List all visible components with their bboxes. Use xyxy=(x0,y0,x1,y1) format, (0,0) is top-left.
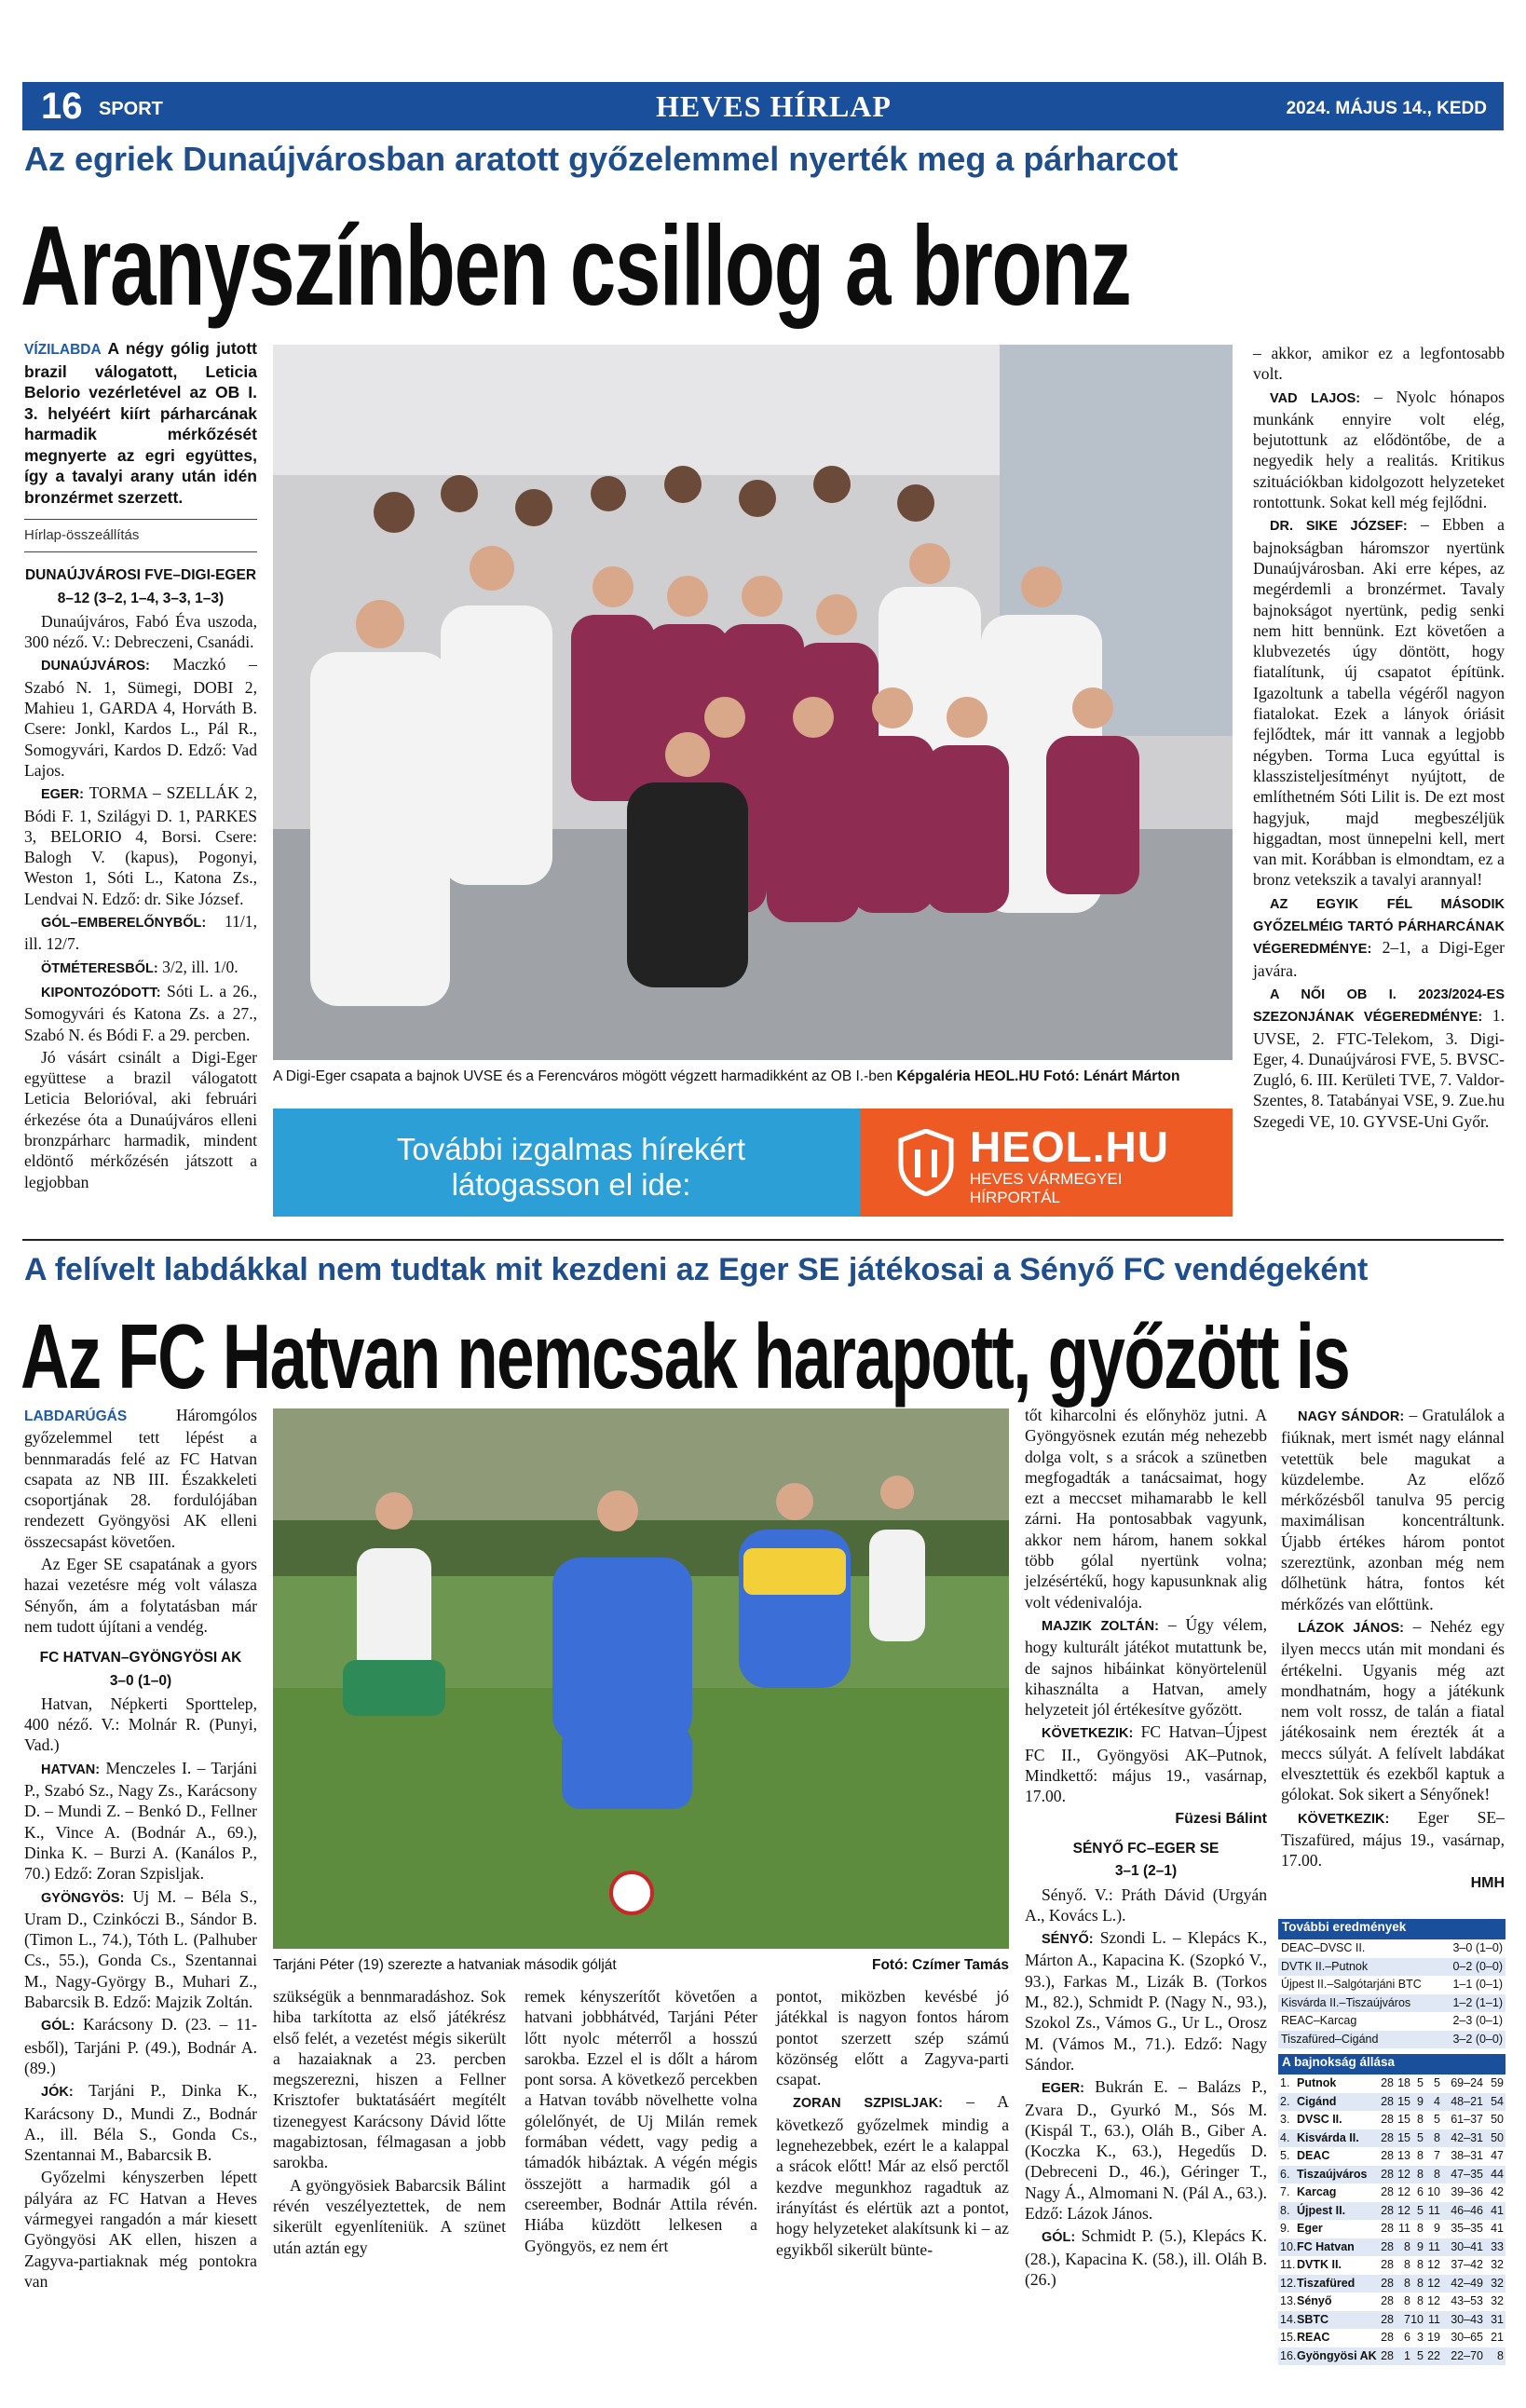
standing-team: DVSC II. xyxy=(1297,2113,1342,2126)
result-match: REAC–Karcag xyxy=(1281,2014,1357,2027)
standing-points: 32 xyxy=(1491,2258,1504,2271)
standing-wins: 15 xyxy=(1397,2094,1410,2108)
standing-goals: 39–36 xyxy=(1451,2185,1483,2198)
team2-lineup: TORMA – SZELLÁK 2, Bódi F. 1, Szilágyi D. 1, PARKES 3, BELORIO 4, Borsi. Csere: Balogh V. (kapus), Pogonyi, Weston 1, Sóti L., Katona Zs., Lendvai N. Edző: dr. Sike József. xyxy=(24,783,257,908)
article1-headline: Aranyszínben csillog a bronz xyxy=(20,202,1131,329)
standing-wins: 7 xyxy=(1404,2312,1410,2326)
standing-wins: 18 xyxy=(1397,2076,1410,2089)
standing-draws: 6 xyxy=(1417,2185,1424,2198)
standing-points: 54 xyxy=(1491,2094,1504,2108)
result-row xyxy=(1278,1976,1506,1994)
banner-text-box xyxy=(273,1109,869,1217)
standing-pos: 12. xyxy=(1280,2276,1297,2290)
standing-draws: 8 xyxy=(1417,2149,1424,2162)
stat2-value: 3/2, ill. 1/0. xyxy=(162,957,238,976)
standing-points: 59 xyxy=(1491,2076,1504,2089)
standing-team: Gyöngyösi AK xyxy=(1297,2348,1377,2362)
stat2-label: ÖTMÉTERESBŐL: xyxy=(41,960,158,976)
standing-points: 44 xyxy=(1491,2167,1504,2181)
team-photo-image xyxy=(273,345,1233,1060)
standing-wins: 1 xyxy=(1404,2348,1410,2362)
standing-team: Tiszafüred xyxy=(1297,2276,1356,2290)
standing-goals: 46–46 xyxy=(1451,2203,1483,2217)
standing-row xyxy=(1278,2166,1506,2184)
standing-row xyxy=(1278,2075,1506,2093)
quote1-label: VAD LAJOS: xyxy=(1270,390,1361,406)
standing-row xyxy=(1278,2184,1506,2202)
article1-lead: A négy gólig jutott brazil válogatott, Leticia Belorio vezérletével az OB I. 3. helyéért kiírt párharcának harmadik mérkőzését megnyerte az egri együttes, így a tavalyi arany után idén bronzérmet szerzett. xyxy=(24,339,258,507)
standing-pos: 8. xyxy=(1280,2203,1290,2217)
standing-row xyxy=(1278,2093,1506,2112)
series-result: 2–1, a Digi-Eger javára. xyxy=(1253,938,1505,980)
standing-row xyxy=(1278,2220,1506,2238)
lazok-label: LÁZOK JÁNOS: xyxy=(1298,1620,1404,1636)
standing-losses: 22 xyxy=(1427,2348,1440,2362)
standing-played: 28 xyxy=(1381,2276,1394,2290)
standing-team: Újpest II. xyxy=(1297,2203,1346,2217)
standing-draws: 8 xyxy=(1417,2276,1424,2290)
team2-label: EGER: xyxy=(41,787,84,803)
standing-team: Cigánd xyxy=(1297,2094,1337,2108)
standing-losses: 8 xyxy=(1434,2167,1440,2181)
football-credit: Fotó: Czímer Tamás xyxy=(872,1957,1009,1973)
standing-goals: 35–35 xyxy=(1451,2222,1483,2235)
match1-goal-label: GÓL: xyxy=(41,2019,75,2034)
majzik-label: MAJZIK ZOLTÁN: xyxy=(1042,1618,1159,1634)
standing-draws: 8 xyxy=(1417,2222,1424,2235)
article2-col3 xyxy=(273,1986,506,2260)
standing-team: DVTK II. xyxy=(1297,2258,1342,2271)
top-bar xyxy=(22,82,1504,130)
standing-points: 31 xyxy=(1491,2312,1504,2326)
standing-played: 28 xyxy=(1381,2331,1394,2344)
match2-team2: Bukrán E. – Balázs P., Zvara D., Gyurkó M., Sós M. (Kispál T., 63.), Oláh B., Giber A. (Koczka K., 63.), Hegedűs D. (Debreceni D., 46.), Géringer T., Nagy Á., Almomani N. (Pál A., 63.). Edző: Lázok János. xyxy=(1025,2077,1268,2223)
article2-p1: Az Eger SE csapatának a gyors hazai vezetésre még volt válasza Sényőn, ám a folytatásban már nem tudott újítani a vendég. xyxy=(24,1555,257,1636)
standing-wins: 6 xyxy=(1404,2331,1410,2344)
result-score: 3–0 (1–0) xyxy=(1452,1941,1503,1954)
standing-wins: 8 xyxy=(1404,2294,1410,2307)
standing-played: 28 xyxy=(1381,2149,1394,2162)
standing-played: 28 xyxy=(1381,2294,1394,2307)
standing-wins: 12 xyxy=(1397,2167,1410,2181)
quote1-text: – Nyolc hónapos munkánk ennyire volt elég, bejutottunk az elődöntőbe, de a negyedik hely a realitás. Kritikus szituációkban kidolgozott helyzeteket rontottunk. Sokat kell még fejlődni. xyxy=(1253,387,1505,512)
right-col-start: – akkor, amikor ez a legfontosabb volt. xyxy=(1253,344,1505,384)
nagy-label: NAGY SÁNDOR: xyxy=(1298,1409,1405,1424)
standing-goals: 48–21 xyxy=(1451,2094,1483,2108)
standing-pos: 5. xyxy=(1280,2149,1290,2162)
standing-row xyxy=(1278,2311,1506,2330)
standing-row xyxy=(1278,2111,1506,2129)
standing-draws: 5 xyxy=(1417,2348,1424,2362)
standing-losses: 5 xyxy=(1434,2076,1440,2089)
match-score: 8–12 (3–2, 1–4, 3–3, 1–3) xyxy=(57,590,225,606)
article1-tag: VÍZILABDA xyxy=(24,342,102,358)
banner-brand: HEOL.HU xyxy=(970,1122,1169,1171)
article2-col4b xyxy=(776,1986,1009,2262)
standing-losses: 9 xyxy=(1434,2222,1440,2235)
standing-draws: 9 xyxy=(1417,2094,1424,2108)
result-row xyxy=(1278,1958,1506,1977)
standing-pos: 2. xyxy=(1280,2094,1290,2108)
standing-played: 28 xyxy=(1381,2185,1394,2198)
standing-losses: 5 xyxy=(1434,2113,1440,2126)
standing-played: 28 xyxy=(1381,2113,1394,2126)
banner-brand-box xyxy=(860,1109,1233,1217)
standing-draws: 5 xyxy=(1417,2130,1424,2144)
result-score: 1–1 (0–1) xyxy=(1452,1978,1503,1991)
standing-points: 41 xyxy=(1491,2203,1504,2217)
article1-source: Hírlap-összeállítás xyxy=(24,527,140,543)
article1-left-column xyxy=(24,338,257,1194)
results-title: További eredmények xyxy=(1278,1919,1506,1939)
standing-played: 28 xyxy=(1381,2130,1394,2144)
final-standings-label: A NŐI OB I. 2023/2024-ES SZEZONJÁNAK VÉGEREDMÉNYE: xyxy=(1253,986,1505,1026)
standing-points: 21 xyxy=(1491,2331,1504,2344)
standing-goals: 47–35 xyxy=(1451,2167,1483,2181)
standing-wins: 12 xyxy=(1397,2203,1410,2217)
standing-pos: 6. xyxy=(1280,2167,1290,2181)
standing-row xyxy=(1278,2147,1506,2166)
standing-row xyxy=(1278,2347,1506,2366)
standing-pos: 3. xyxy=(1280,2113,1290,2126)
issue-date: 2024. MÁJUS 14., KEDD xyxy=(1286,99,1487,118)
match2-team2-label: EGER: xyxy=(1042,2081,1084,2097)
result-score: 1–2 (1–1) xyxy=(1452,1995,1503,2009)
results-list xyxy=(1278,1939,1506,2048)
standing-team: Putnok xyxy=(1297,2076,1337,2089)
result-match: Tiszafüred–Cigánd xyxy=(1281,2032,1379,2046)
article2-col4 xyxy=(525,1986,757,2258)
standing-pos: 13. xyxy=(1280,2294,1297,2307)
standing-losses: 8 xyxy=(1434,2130,1440,2144)
standing-played: 28 xyxy=(1381,2222,1394,2235)
standing-goals: 37–42 xyxy=(1451,2258,1483,2271)
standing-pos: 7. xyxy=(1280,2185,1290,2198)
szpisljak-label: ZORAN SZPISLJAK: xyxy=(793,2096,943,2112)
standing-points: 42 xyxy=(1491,2185,1504,2198)
standing-team: Karcag xyxy=(1297,2185,1337,2198)
standing-points: 32 xyxy=(1491,2294,1504,2307)
banner-sub xyxy=(970,1170,1122,1207)
article2-col6 xyxy=(1281,1405,1505,1896)
standing-played: 28 xyxy=(1381,2076,1394,2089)
match2-team1-label: SÉNYŐ: xyxy=(1042,1932,1094,1948)
standing-row xyxy=(1278,2329,1506,2347)
heol-shield-icon xyxy=(897,1129,955,1196)
standing-draws: 8 xyxy=(1417,2294,1424,2307)
standing-pos: 11. xyxy=(1280,2258,1296,2271)
standing-draws: 9 xyxy=(1417,2239,1424,2253)
standing-team: Kisvárda II. xyxy=(1297,2130,1359,2144)
match2-goals: Schmidt P. (5.), Klepács K. (28.), Kapacina K. (58.), ill. Oláh B. (26.) xyxy=(1025,2226,1267,2289)
standing-played: 28 xyxy=(1381,2167,1394,2181)
result-score: 0–2 (0–0) xyxy=(1452,1959,1503,1973)
standing-team: Tiszaújváros xyxy=(1297,2167,1368,2181)
standing-pos: 16. xyxy=(1280,2348,1297,2362)
team-photo-caption xyxy=(273,1068,1233,1086)
match1-good-label: JÓK: xyxy=(41,2085,74,2101)
team-photo-credit: Képgaléria HEOL.HU Fotó: Lénárt Márton xyxy=(896,1068,1180,1084)
byline-hmh: HMH xyxy=(1470,1874,1505,1891)
standing-played: 28 xyxy=(1381,2348,1394,2362)
standing-losses: 19 xyxy=(1427,2331,1440,2344)
football-photo-image xyxy=(273,1408,1009,1949)
standing-draws: 8 xyxy=(1417,2258,1424,2271)
match-venue: Dunaújváros, Fabó Éva uszoda, 300 néző. V.: Debreczeni, Csanádi. xyxy=(24,611,257,652)
standing-wins: 11 xyxy=(1398,2222,1410,2235)
article2-col5 xyxy=(1025,1405,1267,2292)
match1-score: 3–0 (1–0) xyxy=(109,1672,172,1689)
standing-wins: 8 xyxy=(1404,2276,1410,2290)
football-photo-caption xyxy=(273,1956,1009,1975)
match2-score: 3–1 (2–1) xyxy=(1114,1863,1178,1880)
standing-goals: 69–24 xyxy=(1451,2076,1483,2089)
standing-losses: 12 xyxy=(1427,2258,1440,2271)
standings-table xyxy=(1278,2075,1506,2365)
article2-kicker: A felívelt labdákkal nem tudtak mit kezdeni az Eger SE játékosai a Sényő FC vendégeként xyxy=(24,1252,1369,1287)
standing-points: 32 xyxy=(1491,2276,1504,2290)
standing-wins: 12 xyxy=(1397,2185,1410,2198)
team1-lineup: Maczkó – Szabó N. 1, Sümegi, DOBI 2, Mahieu 1, GARDA 4, Horváth B. Csere: Jonkl, Kardos L., Pál R., Somogyvári, Kardos D. Edző: Vad Lajos. xyxy=(24,655,257,780)
match1-team1-label: HATVAN: xyxy=(41,1762,101,1777)
standing-points: 50 xyxy=(1491,2113,1504,2126)
standing-points: 47 xyxy=(1491,2149,1504,2162)
match1-good: Tarjáni P., Dinka K., Karácsony D., Mundi Z., Bodnár A., ill. Béla S., Gonda Cs., Szentannai M., Babarcsik B. xyxy=(24,2081,257,2165)
standing-points: 41 xyxy=(1491,2222,1504,2235)
standing-goals: 30–65 xyxy=(1451,2331,1483,2344)
standing-row xyxy=(1278,2129,1506,2148)
article1-right-column xyxy=(1253,343,1505,1134)
match1-goals: Karácsony D. (23. – 11-esből), Tarjáni P. (49.), Bodnár A. (89.) xyxy=(24,2015,257,2077)
next1-label: KÖVETKEZIK: xyxy=(1042,1726,1134,1742)
result-row xyxy=(1278,2012,1506,2031)
results-box xyxy=(1278,1919,1506,2365)
football-photo xyxy=(273,1408,1009,1949)
standing-goals: 38–31 xyxy=(1451,2149,1483,2162)
standing-losses: 12 xyxy=(1427,2276,1440,2290)
standings-title: A bajnokság állása xyxy=(1278,2054,1506,2075)
standing-team: Sényő xyxy=(1297,2294,1332,2307)
match1-team2: Uj M. – Béla S., Uram D., Czinkóczi B., Sándor B. (Timon L., 74.), Tóth L. (Palhuber Cs., 55.), Gonda Cs., Szentannai M., Nagy-György B., Muhari Z., Babarcsik B. Edző: Majzik Zoltán. xyxy=(24,1886,257,2012)
series-label: AZ EGYIK FÉL MÁSODIK GYŐZELMÉIG TARTÓ PÁRHARCÁNAK VÉGEREDMÉNYE: xyxy=(1253,896,1505,958)
article2-col1 xyxy=(24,1405,257,2293)
standing-wins: 8 xyxy=(1404,2258,1410,2271)
standing-points: 50 xyxy=(1491,2130,1504,2144)
byline-fuzesi: Füzesi Bálint xyxy=(1175,1810,1267,1827)
match2-goal-label: GÓL: xyxy=(1042,2230,1076,2246)
standing-wins: 15 xyxy=(1397,2130,1410,2144)
banner-text xyxy=(276,1132,866,1203)
standing-draws: 5 xyxy=(1417,2203,1424,2217)
szpisljak-quote: – A következő győzelmek mindig a legnehezebbek, ezért le a kalappal a srácok előtt! Már az első perctől kezdve megunkhoz ragadtuk az irányítást és elértük azt a pontot, hogy helyzeteket alakítsunk ki – az egyikből sikerült büntе- xyxy=(776,2092,1009,2259)
standing-draws: 8 xyxy=(1417,2113,1424,2126)
lazok-quote: – Nehéz egy ilyen meccs után mit mondani és értékelni. Ugyanis még azt mondhatnám, hogy a játékunk nem volt rossz, de talán a fiatal játékosaink nem érezték át a meccs súlyát. A felívelt labdákat elvesztettük és ezekből kaptuk a gólokat. Sok sikert a Sényőnek! xyxy=(1281,1616,1505,1804)
result-match: Kisvárda II.–Tiszaújváros xyxy=(1281,1995,1411,2009)
final-standings-text: 1. UVSE, 2. FTC-Telekom, 3. Digi-Eger, 4. Dunaújvárosi FVE, 5. BVSC-Zugló, 6. III. Kerületi TVE, 7. Valdor-Szentes, 8. Tatabányai VSE, 9. Zue.hu Szegedi VE, 10. GYVSE-Uni Győr. xyxy=(1253,1006,1505,1131)
standing-row xyxy=(1278,2256,1506,2275)
standing-losses: 7 xyxy=(1434,2149,1440,2162)
standing-losses: 11 xyxy=(1428,2312,1440,2326)
standing-losses: 11 xyxy=(1428,2203,1440,2217)
nagy-quote: – Gratulálok a fiúknak, mert ismét nagy elánnal vetettük bele magukat a küzdelembe. Az előző mérkőzésből tanulva 95 percig maximálisan koncentráltunk. Újabb értékes három pontot szereztünk, azonban még nem dőlhetünk hátra, fontos két mérkőzés van előttünk. xyxy=(1281,1406,1505,1613)
heol-banner[interactable] xyxy=(273,1109,1233,1217)
standing-played: 28 xyxy=(1381,2239,1394,2253)
article2-col4b-text: pontot, miközben kevésbé jó játékkal is nagyon fontos három pontot szerzett szép számú közönség előtt a Zagyva-parti csapat. xyxy=(776,1987,1009,2089)
standing-pos: 9. xyxy=(1280,2222,1290,2235)
next2-text: Eger SE–Tiszafüred, május 19., vasárnap, 17.00. xyxy=(1281,1807,1505,1871)
banner-line2: látogasson el ide: xyxy=(451,1167,691,1202)
standing-losses: 11 xyxy=(1428,2239,1440,2253)
article2-col4-text: remek kényszerítőt követően a hatvani jobbhátvéd, Tarjáni Péter lőtt nyolc méterről a hosszú sarokba. Ezzel el is dőlt a három pont sorsa. A következő percekben a Hatvan tovább növelhette volna gólelőnyét, de Uj Milán remek formában védett, vagy pedig a támadók hibáztak. A végén mégis összejött a harmadik gól a csereember, Bodnár Attila révén. Hiába küzdött lelkesen a Gyöngyös, ez nem ért xyxy=(525,1987,757,2255)
standing-goals: 30–43 xyxy=(1451,2312,1483,2326)
section-divider xyxy=(22,1239,1504,1241)
match-title: DUNAÚJVÁROSI FVE–DIGI-EGER xyxy=(24,567,257,584)
section-label: SPORT xyxy=(99,99,163,119)
team-photo-caption-text: A Digi-Eger csapata a bajnok UVSE és a Ferencváros mögött végzett harmadikként az OB I.-ben xyxy=(273,1068,893,1084)
standing-goals: 43–53 xyxy=(1451,2294,1483,2307)
match2-venue: Sényő. V.: Práth Dávid (Urgyán A., Kovács L.). xyxy=(1025,1884,1267,1925)
standing-pos: 14. xyxy=(1280,2312,1297,2326)
article2-headline: Az FC Hatvan nemcsak harapott, győzött is xyxy=(20,1305,1350,1408)
banner-sub2: HÍRPORTÁL xyxy=(970,1189,1060,1206)
football-caption-text: Tarjáni Péter (19) szerezte a hatvaniak második gólját xyxy=(273,1957,617,1973)
standing-draws: 10 xyxy=(1410,2312,1424,2326)
standing-draws: 5 xyxy=(1417,2076,1424,2089)
match2-team1: Szondi L. – Klepács K., Márton A., Kapacina K. (Szopkó V., 93.), Farkas M., Lizák B. (Torkos M., 82.), Schmidt P. (Nagy N., 93.), Szokol Zs., Vámos G., Ur L., Orosz M. (Vámos M., 71.). Edző: Nagy Sándor. xyxy=(1025,1928,1268,2074)
standing-pos: 4. xyxy=(1280,2130,1290,2144)
standing-goals: 61–37 xyxy=(1451,2113,1483,2126)
standing-draws: 8 xyxy=(1417,2167,1424,2181)
standing-points: 33 xyxy=(1491,2239,1504,2253)
quote2-text: – Ebben a bajnokságban háromszor nyertünk Dunaújvárosban. Aki erre képes, az megérdemli a bronzérmet. Tavaly bajnokságot nyertünk, pedig senki nem hitt bennünk. Ezt követően a klubvezetés úgy döntött, hogy fiatalítunk, új csapatot építünk. Igazoltunk a tabella végéről nagyon fiatalokat. Ezek a lányok óriásit fejlődtek, már itt vannak a legjobb négyben. Torma Luca egyúttal is klasszisteljesítményt nyújtott, de említhetném Sóti Lilit is. De ezt most hagyjuk, majd megbeszéljük higgadtan, most ünnepelni kell, mert van mit. Korábban is elmondtam, ez a bronz vetekszik a tavalyi arannyal! xyxy=(1253,515,1505,890)
match1-title: FC HATVAN–GYÖNGYÖSI AK xyxy=(39,1650,242,1667)
standing-pos: 10. xyxy=(1280,2239,1297,2253)
quote2-label: DR. SIKE JÓZSEF: xyxy=(1270,519,1408,535)
article1-kicker: Az egriek Dunaújvárosban aratott győzelemmel nyerték meg a párharcot xyxy=(24,140,1179,178)
page-number: 16 xyxy=(41,86,83,127)
standing-team: DEAC xyxy=(1297,2149,1330,2162)
article2-tag: LABDARÚGÁS xyxy=(24,1408,128,1424)
next1-text: FC Hatvan–Újpest FC II., Gyöngyösi AK–Putnok, Mindkettő: május 19., vasárnap, 17.00. xyxy=(1025,1722,1267,1806)
match1-team1: Menczeles I. – Tarjáni P., Szabó Sz., Nagy Zs., Karácsony D. – Mundi Z. – Benkó D., Fellner K., Vince A. (Bodnár A., 69.), Dinka K. – Burzi A. (Kanálos P., 70.) Edző: Zoran Szpisljak. xyxy=(24,1758,257,1884)
stat3-label: KIPONTOZÓDOTT: xyxy=(41,985,161,1000)
standing-played: 28 xyxy=(1381,2203,1394,2217)
standing-team: SBTC xyxy=(1297,2312,1329,2326)
standing-row xyxy=(1278,2202,1506,2221)
standing-losses: 10 xyxy=(1427,2185,1440,2198)
standing-wins: 8 xyxy=(1404,2239,1410,2253)
article2-lead: Háromgólos győzelemmel tett lépést a bennmaradás felé az FC Hatvan csapata az NB III. Északkeleti csoportjának 28. fordulójában rendezett Gyöngyösi AK elleni összecsapást követően. xyxy=(24,1406,257,1551)
result-score: 3–2 (0–0) xyxy=(1452,2032,1503,2046)
standing-draws: 3 xyxy=(1417,2331,1424,2344)
result-match: DEAC–DVSC II. xyxy=(1281,1941,1366,1954)
standing-goals: 42–31 xyxy=(1451,2130,1483,2144)
result-row xyxy=(1278,2031,1506,2049)
standing-team: FC Hatvan xyxy=(1297,2239,1355,2253)
stat1-value: 11/1, ill. 12/7. xyxy=(24,912,257,954)
article1-body: Jó vásárt csinált a Digi-Eger együttese a brazil válogatott Leticia Belorióval, aki februári érkezése óta a Dunaújváros elleni bronzpárharc harmadik, mindent eldöntő mérkőzésén játszott a legjobban xyxy=(24,1047,257,1191)
standing-played: 28 xyxy=(1381,2094,1394,2108)
standing-goals: 22–70 xyxy=(1451,2348,1483,2362)
standing-team: REAC xyxy=(1297,2331,1330,2344)
team-photo xyxy=(273,345,1233,1060)
standing-wins: 13 xyxy=(1397,2149,1410,2162)
article2-p2: Győzelmi kényszerben lépett pályára az FC Hatvan a Heves vármegyei rangadón a már kiesett Gyöngyösi AK ellen, hiszen a Zagyva-partiaknak még pontokra van xyxy=(24,2168,257,2291)
standing-pos: 1. xyxy=(1280,2076,1290,2089)
standing-row xyxy=(1278,2292,1506,2311)
result-row xyxy=(1278,1994,1506,2013)
standing-row xyxy=(1278,2238,1506,2257)
standing-losses: 4 xyxy=(1434,2094,1440,2108)
standing-wins: 15 xyxy=(1397,2113,1410,2126)
standing-played: 28 xyxy=(1381,2312,1394,2326)
article2-col5-text: tőt kiharcolni és előnyhöz jutni. A Gyöngyösnek ezután még nehezebb dolga volt, s a srácok a szünetben megfogadták a tanácsaimat, hogy ezt a meccset mihamarabb le kell zárni. Ha pontosabbak vagyunk, akkor nem három, hanem sokkal több gólal nyertünk volna; jelzésértékű, hogy kapusunknak alig volt védenivalója. xyxy=(1025,1406,1267,1612)
masthead-logo: HEVES HÍRLAP xyxy=(656,89,892,123)
standing-played: 28 xyxy=(1381,2258,1394,2271)
article2-col3-text: szükségük a bennmaradáshoz. Sok hiba tarkította az első játékrész első felét, a vezetést mégis sikerült a hazaiaknak a 23. percben megszerezni, hiszen a Fellner Krisztofer buktatásáért megítélt tizenegyest Karácsony Dávid lőtte magabiztosan, félmagasan a jobb sarokba. xyxy=(273,1987,506,2172)
result-score: 2–3 (0–1) xyxy=(1452,2014,1503,2027)
result-match: DVTK II.–Putnok xyxy=(1281,1959,1369,1973)
standing-points: 8 xyxy=(1497,2348,1504,2362)
standing-team: Eger xyxy=(1297,2222,1323,2235)
standing-losses: 12 xyxy=(1427,2294,1440,2307)
standing-goals: 30–41 xyxy=(1451,2239,1483,2253)
match1-venue: Hatvan, Népkerti Sporttelep, 400 néző. V.: Molnár R. (Punyi, Vad.) xyxy=(24,1694,257,1755)
result-row xyxy=(1278,1939,1506,1958)
team1-label: DUNAÚJVÁROS: xyxy=(41,659,150,674)
match2-title: SÉNYŐ FC–EGER SE xyxy=(1072,1840,1219,1857)
standing-row xyxy=(1278,2275,1506,2293)
article2-col3-text2: A gyöngyösiek Babarcsik Bálint révén veszélyeztettek, de nem sikerült egyenlíteniük. A szünet után aztán egy xyxy=(273,2175,506,2257)
standing-goals: 42–49 xyxy=(1451,2276,1483,2290)
match1-team2-label: GYÖNGYÖS: xyxy=(41,1890,125,1906)
standing-pos: 15. xyxy=(1280,2331,1297,2344)
stat3-value: Sóti L. a 26., Somogyvári és Katona Zs. a 27., Szabó N. és Bódi F. a 29. percben. xyxy=(24,981,257,1044)
stat1-label: GÓL–EMBERELŐNYBŐL: xyxy=(41,916,207,932)
result-match: Újpest II.–Salgótarjáni BTC xyxy=(1281,1978,1422,1991)
banner-sub1: HEVES VÁRMEGYEI xyxy=(970,1170,1123,1188)
banner-line1: További izgalmas hírekért xyxy=(396,1132,746,1166)
majzik-quote: – Úgy vélem, hogy kulturált játékot mutattunk be, de sajnos hibáinkat könyörtelenül kihasználta a Hatvan, amely helyzeteit jól értékesítve győzött. xyxy=(1025,1614,1268,1720)
next2-label: KÖVETKEZIK: xyxy=(1298,1811,1390,1827)
